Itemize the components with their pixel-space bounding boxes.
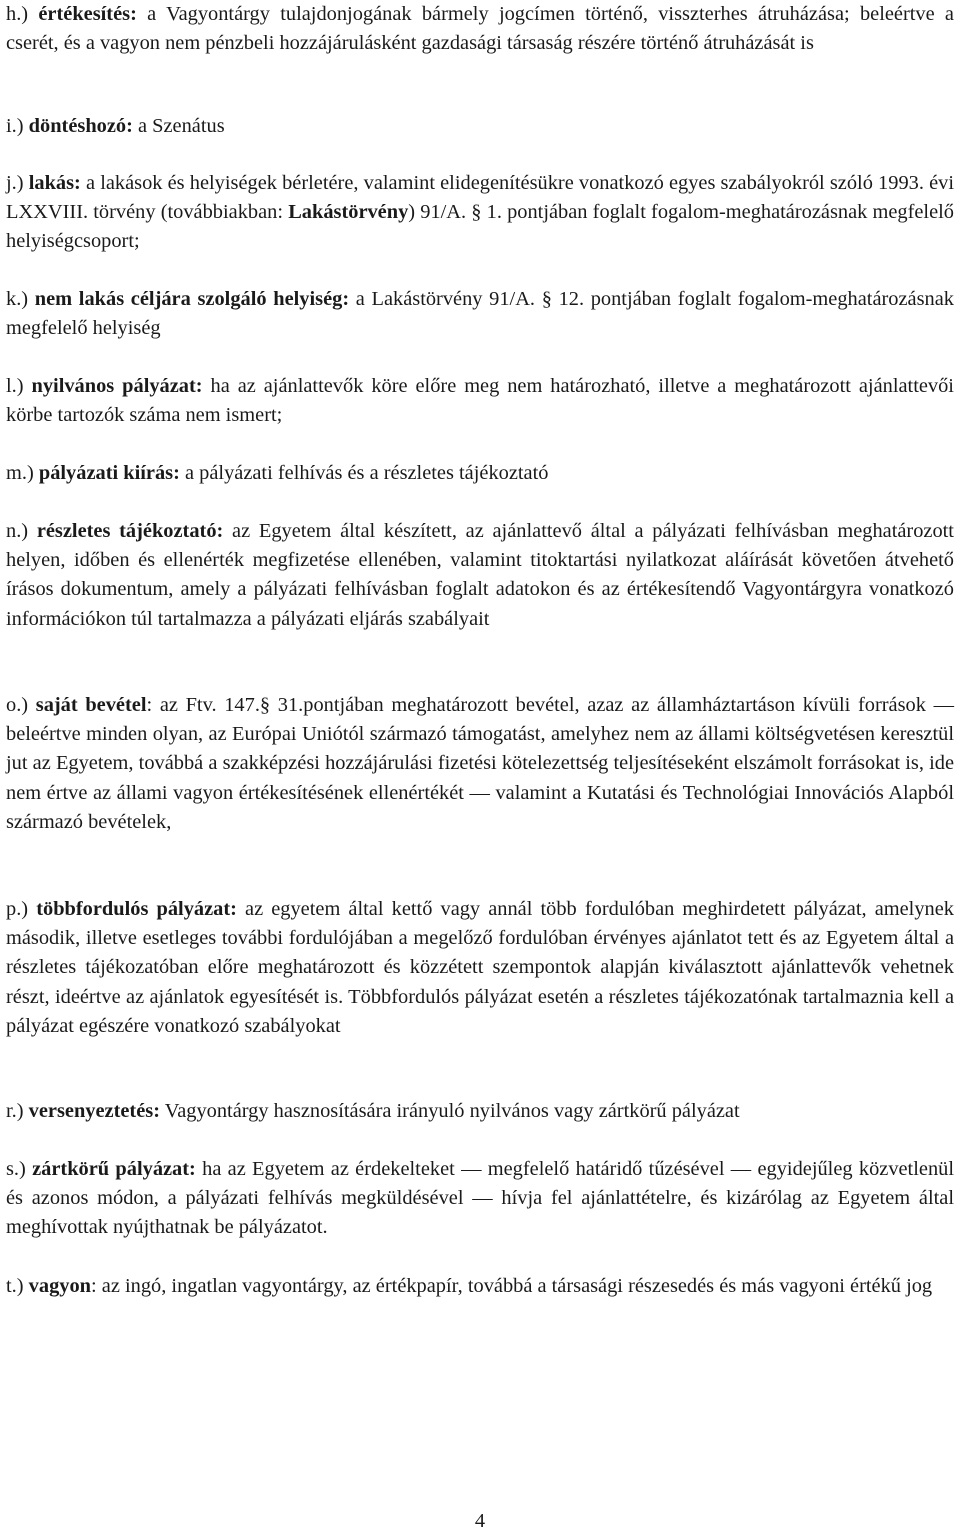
definition-text: : az Ftv. 147.§ 31.pontjában meghatározott bevétel, azaz az államháztartáson kívüli források — beleértve minden olyan, az Európai Uniótól származó támogatást, amelyhez nem az állami költségvetésen keresztül jut az Egyetem, továbbá a szakképzési hozzájárulási fizetési kötelezettség teljesítéseként elszámolt forrásokat is, ide nem értve az állami vagyon értékesítésének ellenértékét — valamint a Kutatási és Technológiai Innovációs Alapból származó bevételek, xyxy=(6,694,954,833)
definition-text: a Szenátus xyxy=(138,115,225,137)
definition-letter: j.) xyxy=(6,172,24,194)
definition-text: ha az Egyetem az érdekelteket — megfelelő határidő tűzésével — egyidejűleg közvetlenül és azonos módon, a pályázati felhívás megküldésével — hívja fel ajánlattételre, és kizárólag az Egyetem által meghívottak nyújthatnak be pályázatot. xyxy=(6,1158,954,1239)
definition-term: értékesítés: xyxy=(38,3,137,25)
definition-term: nyilvános pályázat: xyxy=(31,375,203,397)
definition-i xyxy=(6,112,954,141)
definition-letter: s.) xyxy=(6,1158,26,1180)
definition-text: a lakások és helyiségek bérletére, valamint elidegenítésükre vonatkozó egyes szabályokról szóló 1993. évi LXXVIII. törvény (továbbiakban: xyxy=(6,172,954,224)
page-number: 4 xyxy=(474,1510,486,1532)
definition-l xyxy=(6,372,954,430)
definition-letter: k.) xyxy=(6,288,29,310)
definition-term: vagyon xyxy=(28,1275,91,1297)
definition-letter: p.) xyxy=(6,898,29,920)
definition-letter: m.) xyxy=(6,462,34,484)
definition-term: saját bevétel xyxy=(35,694,147,716)
definition-p xyxy=(6,895,954,1041)
definition-letter: t.) xyxy=(6,1275,24,1297)
definition-s xyxy=(6,1155,954,1243)
definition-term: döntéshozó: xyxy=(28,115,133,137)
definition-letter: r.) xyxy=(6,1100,24,1122)
definition-term: nem lakás céljára szolgáló helyiség: xyxy=(34,288,350,310)
definition-h xyxy=(6,0,954,58)
definition-text: a Lakástörvény 91/A. § 12. pontjában foglalt fogalom-meghatározásnak megfelelő helyiség xyxy=(6,288,954,340)
definition-text: ) 91/A. § 1. pontjában foglalt fogalom-meghatározásnak megfelelő helyiségcsoport; xyxy=(6,201,954,253)
definition-term-abbreviation: Lakástörvény xyxy=(288,201,409,224)
definition-term: lakás: xyxy=(28,172,81,194)
definition-term: zártkörű pályázat: xyxy=(32,1158,196,1180)
definition-text: : az ingó, ingatlan vagyontárgy, az értékpapír, továbbá a társasági részesedés és más vagyoni értékű jog xyxy=(91,1275,933,1297)
definition-text: ha az ajánlattevők köre előre meg nem határozható, illetve a meghatározott ajánlattevői körbe tartozók száma nem ismert; xyxy=(6,375,954,427)
definition-letter: i.) xyxy=(6,115,24,137)
definition-t xyxy=(6,1272,954,1301)
definition-text: az egyetem által kettő vagy annál több fordulóban meghirdetett pályázat, amelynek második, illetve esetleges további fordulójában a megelőző fordulóban érvényes ajánlatot tett és az Egyetem által a részletes tájékozatóban előre meghatározott és közzétett szempontok alapján kiválasztott ajánlattevők vehetnek részt, ideértve az ajánlatok egyesítését is. Többfordulós pályázat esetén a részletes tájékozatónak tartalmaznia kell a pályázat egészére vonatkozó szabályokat xyxy=(6,898,954,1037)
definition-term: részletes tájékoztató: xyxy=(36,520,224,542)
definition-j xyxy=(6,169,954,257)
definition-o xyxy=(6,691,954,837)
definition-letter: h.) xyxy=(6,3,29,25)
definition-term: többfordulós pályázat: xyxy=(36,898,237,920)
definition-term: pályázati kiírás: xyxy=(38,462,180,484)
definition-text: az Egyetem által készített, az ajánlattevő által a pályázati felhívásban meghatározott helyen, időben és ellenérték megfizetése ellenében, valamint titoktartási nyilatkozat aláírását követően átvehető írásos dokumentum, amely a pályázati felhívásban foglalt adatokon és az értékesítendő Vagyontárgyra vonatkozó információkon túl tartalmazza a pályázati eljárás szabályait xyxy=(6,520,954,630)
definition-k xyxy=(6,285,954,343)
definition-term: versenyeztetés: xyxy=(28,1100,160,1122)
definition-text: a Vagyontárgy tulajdonjogának bármely jogcímen történő, visszterhes átruházása; beleértve a cserét, és a vagyon nem pénzbeli hozzájárulásként gazdasági társaság részére történő átruházását is xyxy=(6,3,954,55)
definition-text: a pályázati felhívás és a részletes tájékoztató xyxy=(185,462,549,484)
definition-letter: o.) xyxy=(6,694,29,716)
definition-letter: l.) xyxy=(6,375,24,397)
definition-r xyxy=(6,1097,954,1126)
definition-letter: n.) xyxy=(6,520,29,542)
definition-m xyxy=(6,459,954,488)
definition-n xyxy=(6,517,954,634)
definition-text: Vagyontárgy hasznosítására irányuló nyilvános vagy zártkörű pályázat xyxy=(164,1100,740,1122)
